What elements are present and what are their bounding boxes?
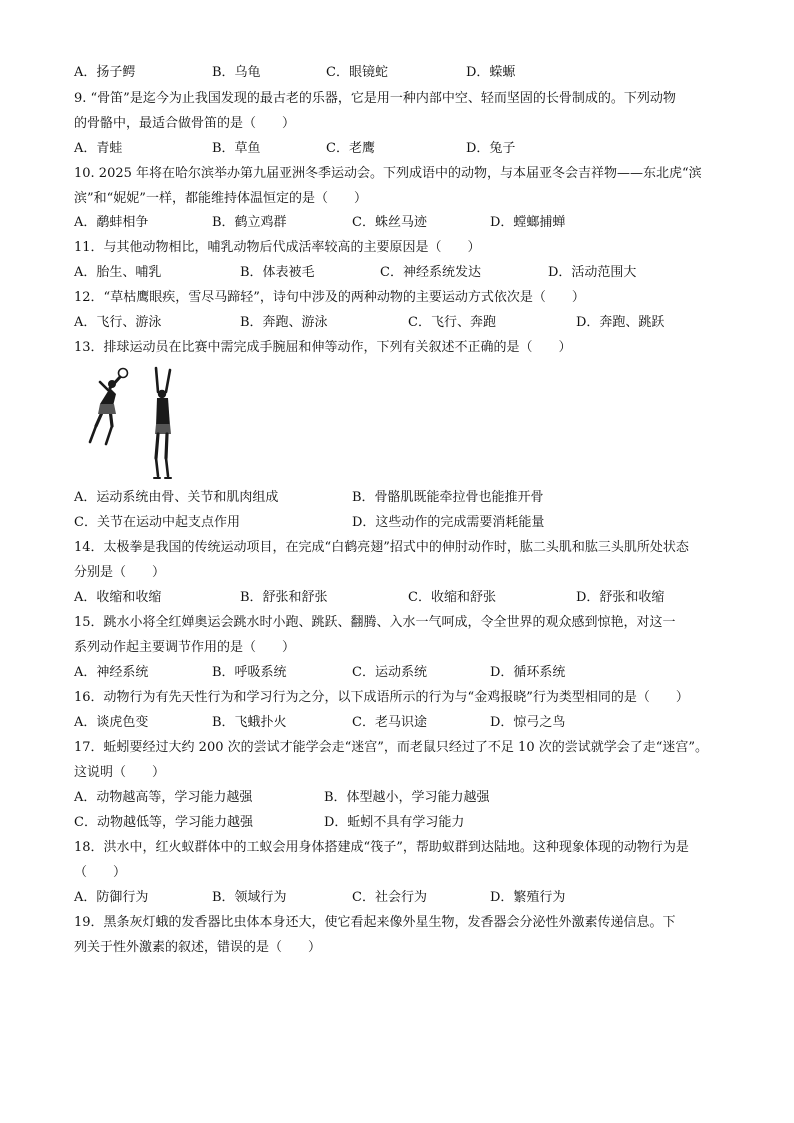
q8-option-b[interactable]: B．乌龟 — [212, 65, 261, 80]
q15-options — [74, 664, 754, 682]
q9-option-d[interactable]: D．兔子 — [466, 141, 516, 156]
q10-option-a[interactable]: A．鹬蚌相争 — [74, 215, 149, 230]
q17-options-row1 — [74, 789, 754, 807]
q14-option-d[interactable]: D．舒张和收缩 — [576, 590, 665, 605]
q15-option-b[interactable]: B．呼吸系统 — [212, 665, 287, 680]
q17-options-row2 — [74, 814, 754, 832]
q11-option-b[interactable]: B．体表被毛 — [240, 265, 315, 280]
q11-option-a[interactable]: A．胎生、哺乳 — [74, 265, 162, 280]
q10-stem-line2: 滨”和“妮妮”一样，都能维持体温恒定的是（ ） — [74, 191, 367, 206]
q10-option-d[interactable]: D．螳螂捕蝉 — [490, 215, 566, 230]
q9-stem-line2: 的骨骼中，最适合做骨笛的是（ ） — [74, 116, 296, 131]
volleyball-players-figure — [86, 364, 194, 482]
q9-option-c[interactable]: C．老鹰 — [326, 141, 375, 156]
q17-option-a[interactable]: A．动物越高等，学习能力越强 — [74, 790, 253, 805]
q13-option-a[interactable]: A．运动系统由骨、关节和肌肉组成 — [74, 490, 279, 505]
q14-options — [74, 589, 754, 607]
q10-option-c[interactable]: C．蛛丝马迹 — [352, 215, 427, 230]
q11-options — [74, 264, 754, 282]
q9-options — [74, 140, 754, 158]
q12-options — [74, 314, 754, 332]
q17-option-b[interactable]: B．体型越小，学习能力越强 — [324, 790, 490, 805]
q8-option-d[interactable]: D．蝾螈 — [466, 65, 516, 80]
q16-option-a[interactable]: A．谈虎色变 — [74, 715, 149, 730]
q13-stem-line1: 13．排球运动员在比赛中需完成手腕屈和伸等动作，下列有关叙述不正确的是（ ） — [74, 340, 572, 355]
q15-option-c[interactable]: C．运动系统 — [352, 665, 427, 680]
q16-option-d[interactable]: D．惊弓之鸟 — [490, 715, 566, 730]
q18-stem-line2: （ ） — [74, 865, 127, 880]
q18-option-c[interactable]: C．社会行为 — [352, 890, 427, 905]
q9-option-b[interactable]: B．草鱼 — [212, 141, 261, 156]
q14-option-b[interactable]: B．舒张和舒张 — [240, 590, 328, 605]
q14-stem-line1: 14．太极拳是我国的传统运动项目，在完成“白鹤亮翅”招式中的伸肘动作时，肱二头肌和肱三头肌所处状态 — [74, 540, 689, 555]
q9-stem-line1: 9. “骨笛”是迄今为止我国发现的最古老的乐器，它是用一种内部中空、轻而坚固的长骨制成的。下列动物 — [74, 91, 676, 106]
q15-option-a[interactable]: A．神经系统 — [74, 665, 149, 680]
q17-stem-line1: 17．蚯蚓要经过大约 200 次的尝试才能学会走“迷宫”，而老鼠只经过了不足 10 次的尝试就学会了走“迷宫”。 — [74, 740, 709, 755]
q14-option-c[interactable]: C．收缩和舒张 — [408, 590, 496, 605]
q13-option-b[interactable]: B．骨骼肌既能牵拉骨也能推开骨 — [352, 490, 544, 505]
player-one-icon — [90, 377, 120, 444]
q12-option-d[interactable]: D．奔跑、跳跃 — [576, 315, 665, 330]
q8-option-c[interactable]: C．眼镜蛇 — [326, 65, 388, 80]
q13-option-d[interactable]: D．这些动作的完成需要消耗能量 — [352, 515, 545, 530]
q17-option-c[interactable]: C．动物越低等，学习能力越强 — [74, 815, 253, 830]
player-two-icon — [154, 368, 171, 478]
q11-stem-line1: 11．与其他动物相比，哺乳动物后代成活率较高的主要原因是（ ） — [74, 240, 481, 255]
q15-stem-line2: 系列动作起主要调节作用的是（ ） — [74, 640, 296, 655]
q13-option-c[interactable]: C．关节在运动中起支点作用 — [74, 515, 240, 530]
q10-option-b[interactable]: B．鹤立鸡群 — [212, 215, 287, 230]
q15-option-d[interactable]: D．循环系统 — [490, 665, 566, 680]
q19-stem-line2: 列关于性外激素的叙述，错误的是（ ） — [74, 940, 322, 955]
q18-stem-line1: 18．洪水中，红火蚁群体中的工蚁会用身体搭建成“筏子”，帮助蚁群到达陆地。这种现象体现的动物行为是 — [74, 840, 689, 855]
q12-option-a[interactable]: A．飞行、游泳 — [74, 315, 162, 330]
q14-stem-line2: 分别是（ ） — [74, 565, 166, 580]
q12-option-c[interactable]: C．飞行、奔跑 — [408, 315, 496, 330]
q18-option-d[interactable]: D．繁殖行为 — [490, 890, 566, 905]
q12-option-b[interactable]: B．奔跑、游泳 — [240, 315, 328, 330]
q14-option-a[interactable]: A．收缩和收缩 — [74, 590, 162, 605]
q18-option-a[interactable]: A．防御行为 — [74, 890, 149, 905]
volleyball-players-illustration — [86, 364, 194, 482]
q10-options — [74, 214, 754, 232]
q9-option-a[interactable]: A．青蛙 — [74, 141, 123, 156]
q19-stem-line1: 19．黑条灰灯蛾的发香器比虫体本身还大，使它看起来像外星生物，发香器会分泌性外激素传递信息。下 — [74, 915, 676, 930]
q18-options — [74, 889, 754, 907]
q16-option-c[interactable]: C．老马识途 — [352, 715, 427, 730]
q11-option-d[interactable]: D．活动范围大 — [548, 265, 637, 280]
q17-option-d[interactable]: D．蚯蚓不具有学习能力 — [324, 815, 465, 830]
q13-options-row2 — [74, 514, 754, 532]
q15-stem-line1: 15．跳水小将全红婵奥运会跳水时小跑、跳跃、翻腾、入水一气呵成，令全世界的观众感到惊艳，对这一 — [74, 615, 676, 630]
q12-stem-line1: 12．“草枯鹰眼疾，雪尽马蹄轻”，诗句中涉及的两种动物的主要运动方式依次是（ ） — [74, 290, 585, 305]
q18-option-b[interactable]: B．领域行为 — [212, 890, 287, 905]
q8-options — [74, 64, 754, 82]
q17-stem-line2: 这说明（ ） — [74, 765, 166, 780]
q11-option-c[interactable]: C．神经系统发达 — [380, 265, 481, 280]
q16-options — [74, 714, 754, 732]
q10-stem-line1: 10. 2025 年将在哈尔滨举办第九届亚洲冬季运动会。下列成语中的动物，与本届亚冬会吉祥物——东北虎“滨 — [74, 166, 702, 181]
q16-option-b[interactable]: B．飞蛾扑火 — [212, 715, 287, 730]
q16-stem-line1: 16．动物行为有先天性行为和学习行为之分，以下成语所示的行为与“金鸡报晓”行为类型相同的是（ ） — [74, 690, 689, 705]
q13-options-row1 — [74, 489, 754, 507]
q8-option-a[interactable]: A．扬子鳄 — [74, 65, 136, 80]
